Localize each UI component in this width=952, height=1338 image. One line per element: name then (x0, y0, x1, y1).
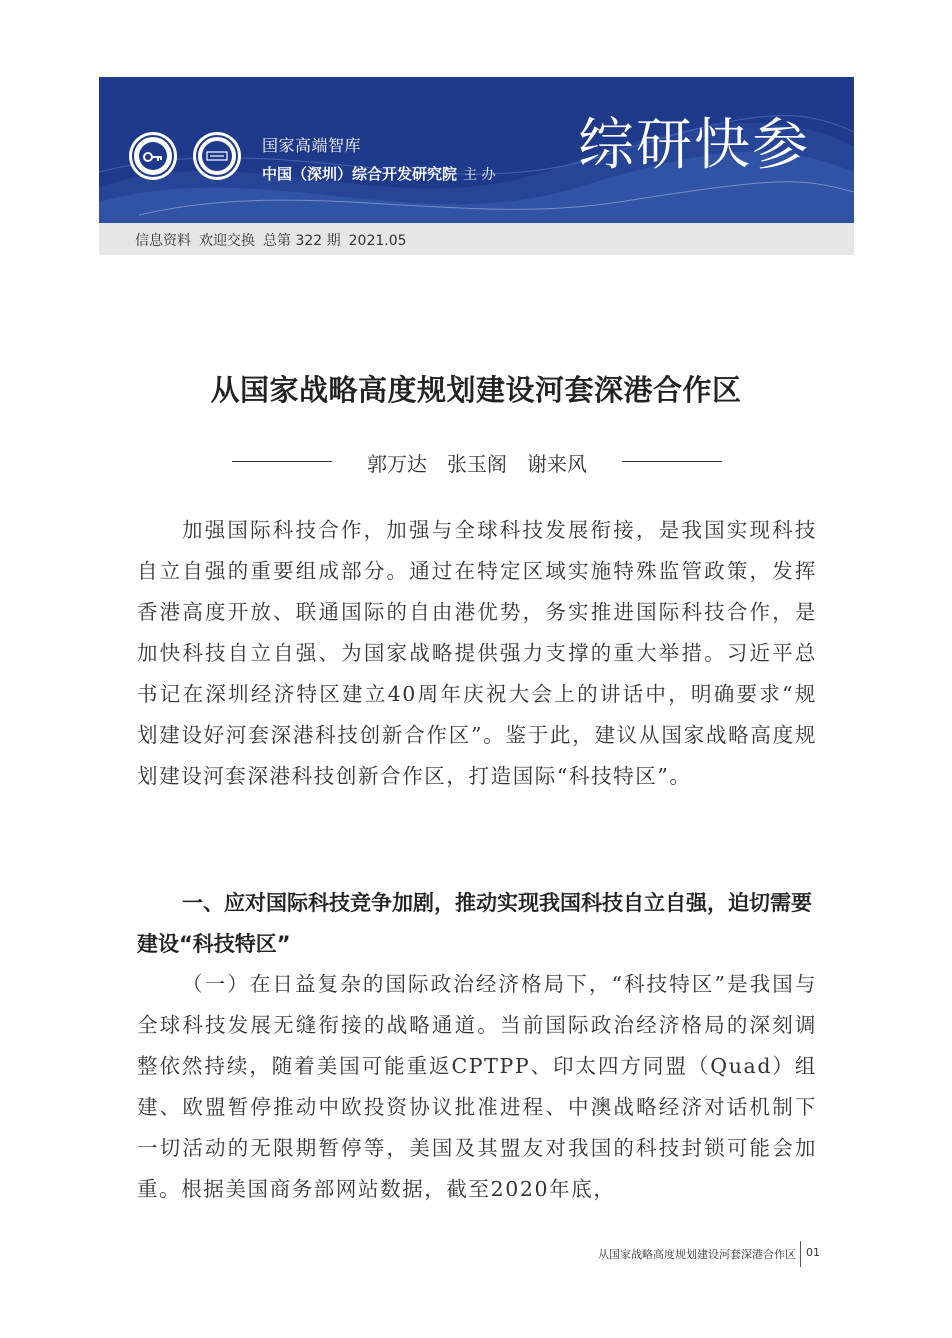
info-welcome: 欢迎交换 (199, 233, 255, 249)
info-issue: 总第 322 期 (263, 233, 341, 249)
info-date: 2021.05 (348, 233, 407, 249)
author-rule-right (622, 461, 722, 462)
paragraph-1: 加强国际科技合作，加强与全球科技发展衔接，是我国实现科技自立自强的重要组成部分。通过在特定区域实施特殊监管政策，发挥香港高度开放、联通国际的自由港优势，务实推进国际科技合作，是加快科技自立自强、为国家战略提供强力支撑的重大举措。习近平总书记在深圳经济特区建立40周年庆祝大会上的讲话中，明确要求“规划建设好河套深港科技创新合作区”。鉴于此，建议从国家战略高度规划建设河套深港科技创新合作区，打造国际“科技特区”。 (137, 518, 817, 788)
article-title: 从国家战略高度规划建设河套深港合作区 (210, 373, 742, 407)
footer-divider (800, 1241, 801, 1267)
brand-title: 综研快参 (578, 113, 810, 178)
footer-running-title: 从国家战略高度规划建设河套深港合作区 (598, 1248, 796, 1261)
org-line-1: 国家高端智库 (262, 136, 362, 155)
cdi-emblem-icon (128, 131, 178, 181)
org-line-2 (262, 163, 495, 184)
info-bar-text (135, 230, 415, 250)
org-name: 中国（深圳）综合开发研究院 (262, 165, 458, 183)
author-names: 郭万达 张玉阁 谢来风 (367, 452, 587, 476)
cdi-seal-icon (192, 131, 242, 181)
author-rule-left (232, 461, 332, 462)
author-line (232, 448, 722, 476)
page-number: 01 (806, 1246, 820, 1259)
org-host: 主 办 (463, 167, 496, 183)
section-heading-1: 一、应对国际科技竞争加剧，推动实现我国科技自立自强，迫切需要建设“科技特区” (137, 891, 812, 956)
paragraph-2: （一）在日益复杂的国际政治经济格局下，“科技特区”是我国与全球科技发展无缝衔接的战略通道。当前国际政治经济格局的深刻调整依然持续，随着美国可能重返CPTPP、印太四方同盟（Quad）组建、欧盟暂停推动中欧投资协议批准进程、中澳战略经济对话机制下一切活动的无限期暂停等，美国及其盟友对我国的科技封锁可能会加重。根据美国商务部网站数据，截至2020年底， (137, 972, 817, 1201)
info-label: 信息资料 (135, 233, 191, 249)
